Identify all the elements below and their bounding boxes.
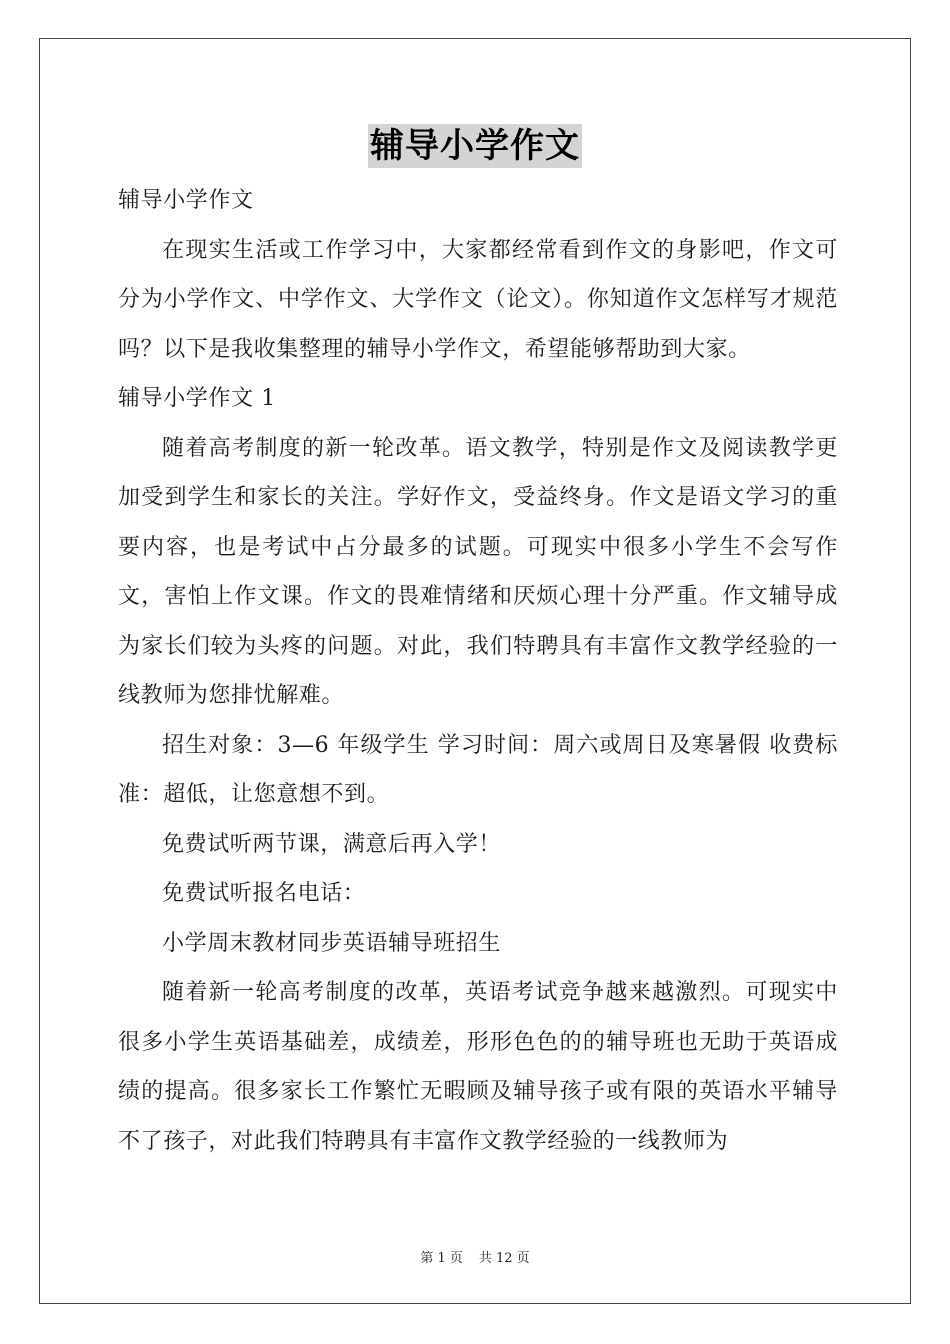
paragraph-3: 随着高考制度的新一轮改革。语文教学，特别是作文及阅读教学更加受到学生和家长的关注。学好作文，受益终身。作文是语文学习的重要内容，也是考试中占分最多的试题。可现实中很多小学生不会写作文，害怕上作文课。作文的畏难情绪和厌烦心理十分严重。作文辅导成为家长们较为头疼的问题。对此，我们特聘具有丰富作文教学经验的一线教师为您排忧解难。 bbox=[118, 435, 838, 708]
page-footer bbox=[0, 1247, 950, 1266]
paragraph-5: 免费试听两节课，满意后再入学！ bbox=[162, 831, 502, 857]
document-body bbox=[118, 176, 838, 1166]
title-container bbox=[0, 124, 950, 168]
paragraph-8: 随着新一轮高考制度的改革，英语考试竞争越来越激烈。可现实中很多小学生英语基础差，成绩差，形形色色的的辅导班也无助于英语成绩的提高。很多家长工作繁忙无暇顾及辅导孩子或有限的英语水平辅导不了孩子，对此我们特聘具有丰富作文教学经验的一线教师为 bbox=[118, 980, 838, 1154]
paragraph-7: 小学周末教材同步英语辅导班招生 bbox=[162, 930, 502, 956]
paragraph-2: 辅导小学作文 1 bbox=[118, 386, 276, 411]
page-number: 第 1 页 bbox=[420, 1251, 463, 1266]
paragraph-6: 免费试听报名电话： bbox=[162, 881, 366, 906]
paragraph-1: 在现实生活或工作学习中，大家都经常看到作文的身影吧，作文可分为小学作文、中学作文、大学作文（论文）。你知道作文怎样写才规范吗？以下是我收集整理的辅导小学作文，希望能够帮助到大家。 bbox=[118, 237, 838, 362]
paragraph-4: 招生对象：3—6 年级学生 学习时间：周六或周日及寒暑假 收费标准：超低，让您意想不到。 bbox=[118, 732, 838, 807]
paragraph-0: 辅导小学作文 bbox=[118, 188, 254, 213]
document-title: 辅导小学作文 bbox=[370, 126, 580, 166]
page-total: 共 12 页 bbox=[478, 1251, 530, 1266]
